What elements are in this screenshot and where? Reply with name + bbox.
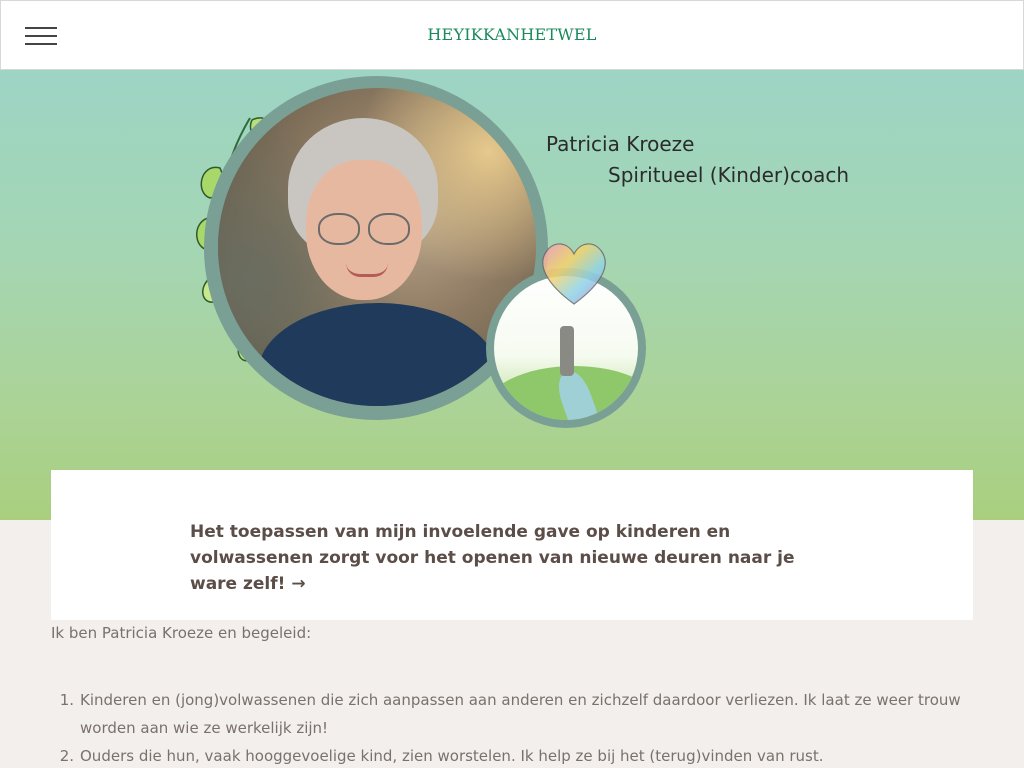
list-item bbox=[51, 742, 973, 768]
list-number: 1. bbox=[59, 691, 74, 709]
service-list bbox=[51, 686, 973, 768]
card-link-text[interactable]: Het toepassen van mijn invoelende gave op kinderen en volwassenen zorgt voor het openen van nieuwe deuren naar je ware zelf! → bbox=[190, 522, 795, 594]
list-text: Ouders die hun, vaak hooggevoelige kind, zien worstelen. Ik help ze bij het (terug)vinden van rust. bbox=[80, 747, 824, 765]
site-title[interactable]: HEYIKKANHETWEL bbox=[427, 25, 597, 44]
colorful-heart-icon bbox=[536, 238, 612, 308]
coach-name: Patricia Kroeze bbox=[546, 132, 695, 156]
list-number: 2. bbox=[59, 747, 74, 765]
list-item bbox=[51, 686, 973, 742]
intro-card bbox=[51, 470, 973, 620]
intro-text: Ik ben Patricia Kroeze en begeleid: bbox=[51, 624, 312, 642]
coach-role: Spiritueel (Kinder)coach bbox=[608, 163, 850, 187]
list-text: Kinderen en (jong)volwassenen die zich aanpassen aan anderen en zichzelf daardoor verliezen. Ik laat ze weer trouw worden aan wie ze werkelijk zijn! bbox=[80, 691, 961, 737]
tree-heart-illustration bbox=[486, 238, 648, 428]
site-header bbox=[0, 0, 1024, 70]
